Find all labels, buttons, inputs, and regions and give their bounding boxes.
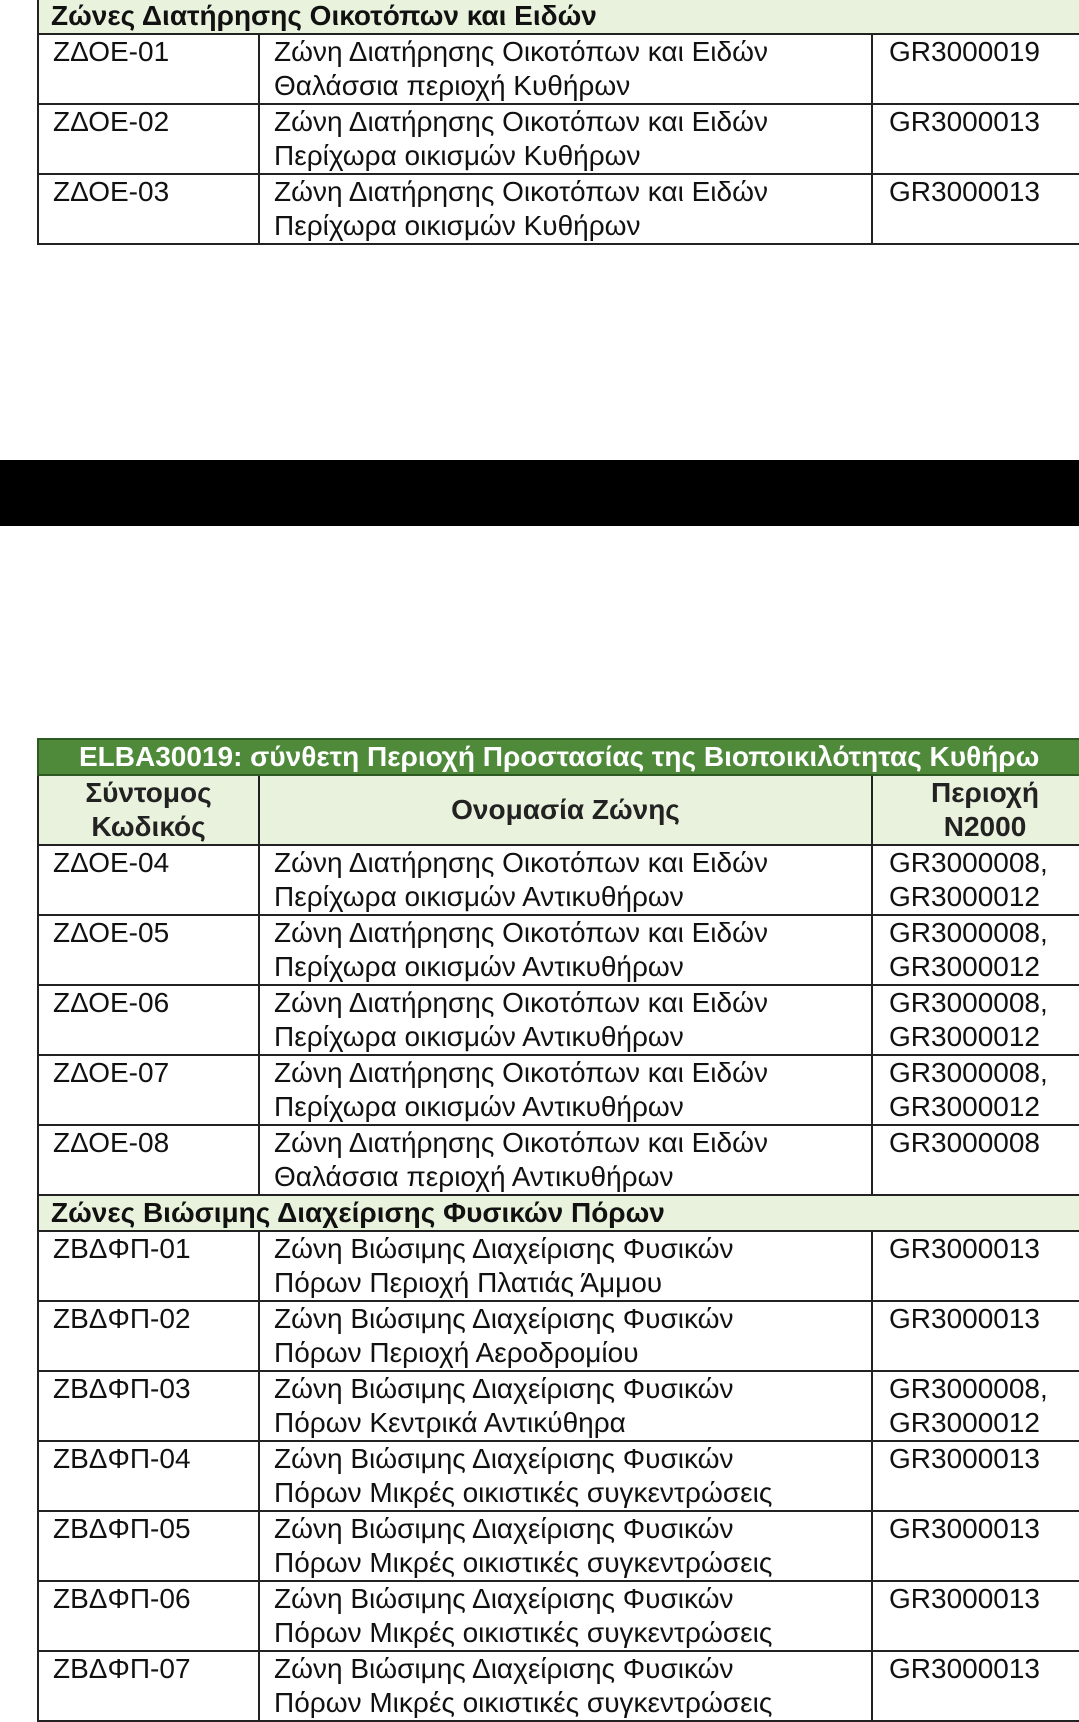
table-row [38, 1511, 1079, 1581]
zone-name: Ζώνη Διατήρησης Οικοτόπων και Ειδών Περίχωρα οικισμών Κυθήρων [259, 174, 872, 244]
n2000-site: GR3000013 [872, 1511, 1079, 1581]
table-row [38, 1371, 1079, 1441]
zones-table-top [37, 0, 1079, 245]
n2000-site: GR3000013 [872, 104, 1079, 174]
header-n2000-site: Περιοχή N2000 [872, 775, 1079, 845]
group-header-conservation: Ζώνες Διατήρησης Οικοτόπων και Ειδών [38, 0, 1079, 34]
table-row [38, 104, 1079, 174]
n2000-site: GR3000013 [872, 1441, 1079, 1511]
n2000-site: GR3000008, GR3000012 [872, 845, 1079, 915]
header-short-code: Σύντομος Κωδικός [38, 775, 259, 845]
table-row [38, 915, 1079, 985]
table-row [38, 845, 1079, 915]
column-header-row [38, 775, 1079, 845]
zone-name: Ζώνη Διατήρησης Οικοτόπων και Ειδών Θαλάσσια περιοχή Αντικυθήρων [259, 1125, 872, 1195]
zone-code: ΖΒΔΦΠ-02 [38, 1301, 259, 1371]
zone-name: Ζώνη Βιώσιμης Διαχείρισης Φυσικών Πόρων Μικρές οικιστικές συγκεντρώσεις [259, 1651, 872, 1721]
table-title-row [38, 739, 1079, 775]
zone-code: ΖΔΟΕ-05 [38, 915, 259, 985]
zones-table-elba30019 [37, 738, 1079, 1722]
zone-name: Ζώνη Βιώσιμης Διαχείρισης Φυσικών Πόρων Μικρές οικιστικές συγκεντρώσεις [259, 1581, 872, 1651]
zone-code: ΖΔΟΕ-04 [38, 845, 259, 915]
zone-code: ΖΔΟΕ-03 [38, 174, 259, 244]
zone-code: ΖΒΔΦΠ-03 [38, 1371, 259, 1441]
zone-name: Ζώνη Βιώσιμης Διαχείρισης Φυσικών Πόρων Περιοχή Πλατιάς Άμμου [259, 1231, 872, 1301]
zone-name: Ζώνη Βιώσιμης Διαχείρισης Φυσικών Πόρων Μικρές οικιστικές συγκεντρώσεις [259, 1441, 872, 1511]
table-row [38, 1055, 1079, 1125]
zone-code: ΖΒΔΦΠ-07 [38, 1651, 259, 1721]
table-row [38, 174, 1079, 244]
group-header-row [38, 0, 1079, 34]
zone-code: ΖΒΔΦΠ-01 [38, 1231, 259, 1301]
zone-name: Ζώνη Διατήρησης Οικοτόπων και Ειδών Θαλάσσια περιοχή Κυθήρων [259, 34, 872, 104]
zone-code: ΖΔΟΕ-02 [38, 104, 259, 174]
n2000-site: GR3000013 [872, 174, 1079, 244]
zone-name: Ζώνη Βιώσιμης Διαχείρισης Φυσικών Πόρων Μικρές οικιστικές συγκεντρώσεις [259, 1511, 872, 1581]
zone-name: Ζώνη Βιώσιμης Διαχείρισης Φυσικών Πόρων Περιοχή Αεροδρομίου [259, 1301, 872, 1371]
n2000-site: GR3000013 [872, 1301, 1079, 1371]
group-header-row [38, 1195, 1079, 1231]
table-row [38, 1441, 1079, 1511]
zone-name: Ζώνη Διατήρησης Οικοτόπων και Ειδών Περίχωρα οικισμών Αντικυθήρων [259, 845, 872, 915]
zone-code: ΖΒΔΦΠ-04 [38, 1441, 259, 1511]
n2000-site: GR3000013 [872, 1231, 1079, 1301]
table-title: ELBA30019: σύνθετη Περιοχή Προστασίας της Βιοποικιλότητας Κυθήρω [38, 739, 1079, 775]
zone-name: Ζώνη Διατήρησης Οικοτόπων και Ειδών Περίχωρα οικισμών Αντικυθήρων [259, 1055, 872, 1125]
table-row [38, 985, 1079, 1055]
zone-name: Ζώνη Διατήρησης Οικοτόπων και Ειδών Περίχωρα οικισμών Κυθήρων [259, 104, 872, 174]
zone-code: ΖΔΟΕ-01 [38, 34, 259, 104]
header-zone-name: Ονομασία Ζώνης [259, 775, 872, 845]
zone-code: ΖΒΔΦΠ-05 [38, 1511, 259, 1581]
table-row [38, 34, 1079, 104]
table-row [38, 1125, 1079, 1195]
n2000-site: GR3000008 [872, 1125, 1079, 1195]
table-row [38, 1231, 1079, 1301]
n2000-site: GR3000008, GR3000012 [872, 985, 1079, 1055]
n2000-site: GR3000008, GR3000012 [872, 1055, 1079, 1125]
table-row [38, 1651, 1079, 1721]
n2000-site: GR3000008, GR3000012 [872, 1371, 1079, 1441]
n2000-site: GR3000013 [872, 1651, 1079, 1721]
n2000-site: GR3000019 [872, 34, 1079, 104]
group-header-sustainable-management: Ζώνες Βιώσιμης Διαχείρισης Φυσικών Πόρων [38, 1195, 1079, 1231]
table-row [38, 1581, 1079, 1651]
zone-code: ΖΔΟΕ-06 [38, 985, 259, 1055]
zone-name: Ζώνη Διατήρησης Οικοτόπων και Ειδών Περίχωρα οικισμών Αντικυθήρων [259, 985, 872, 1055]
zone-code: ΖΔΟΕ-08 [38, 1125, 259, 1195]
zone-code: ΖΒΔΦΠ-06 [38, 1581, 259, 1651]
n2000-site: GR3000013 [872, 1581, 1079, 1651]
zone-name: Ζώνη Διατήρησης Οικοτόπων και Ειδών Περίχωρα οικισμών Αντικυθήρων [259, 915, 872, 985]
zone-code: ΖΔΟΕ-07 [38, 1055, 259, 1125]
n2000-site: GR3000008, GR3000012 [872, 915, 1079, 985]
zone-name: Ζώνη Βιώσιμης Διαχείρισης Φυσικών Πόρων Κεντρικά Αντικύθηρα [259, 1371, 872, 1441]
table-row [38, 1301, 1079, 1371]
black-redaction-band [0, 460, 1079, 526]
